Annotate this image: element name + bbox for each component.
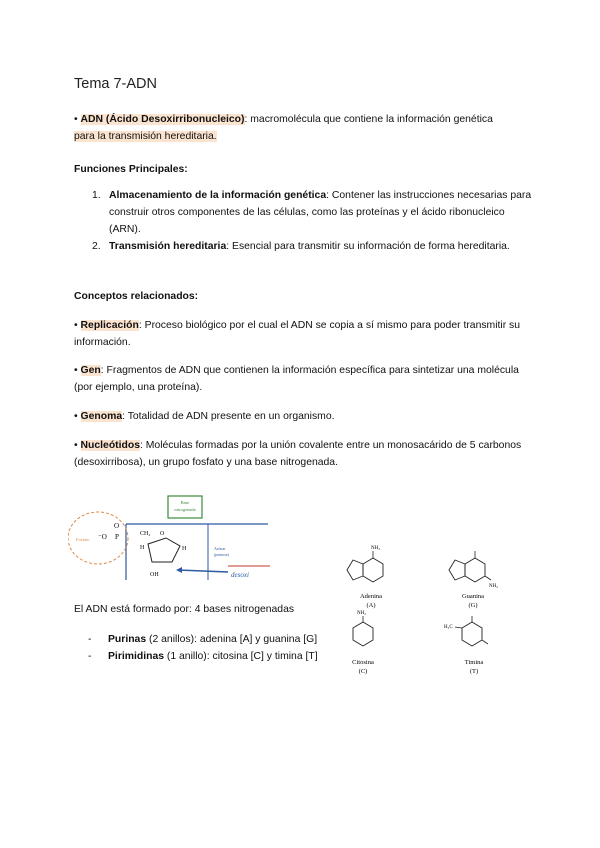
- atom-p: P: [115, 533, 119, 541]
- funciones-item-2: [92, 238, 532, 255]
- desoxi-label: desoxi: [231, 571, 249, 579]
- adn-term: ADN (Ácido Desoxirribonucleico): [80, 114, 245, 125]
- citosina-letter: (C): [358, 668, 368, 675]
- concepto-term: Replicación: [80, 320, 139, 331]
- azucar-label: Azúcar: [214, 546, 226, 551]
- atom-h: H: [140, 545, 145, 551]
- adenina-nh2: NH₂: [371, 546, 380, 551]
- concepto-text: : Totalidad de ADN presente en un organismo.: [122, 411, 335, 422]
- base-type-text: (1 anillo): citosina [C] y timina [T]: [164, 651, 318, 662]
- bullet: •: [74, 365, 78, 376]
- base-label-2: nitrogenada: [174, 507, 196, 512]
- citosina-structure: [335, 606, 395, 678]
- atom-o: O: [114, 522, 120, 530]
- concepto-genoma: [74, 408, 534, 425]
- desoxi-arrow: [178, 570, 228, 572]
- adenina-name: Adenina: [359, 593, 383, 600]
- sugar-ring: [148, 538, 180, 562]
- concepto-text: : Fragmentos de ADN que contienen la información específica para sintetizar una molécula (por ejemplo, una proteína).: [74, 365, 519, 393]
- guanina-pent-ring: [449, 560, 465, 580]
- concepto-gen: [74, 362, 534, 396]
- atom-o-minus: ⁻O: [98, 533, 107, 541]
- arrow-head-icon: [176, 567, 182, 573]
- adenina-pent-ring: [347, 560, 363, 580]
- list-number: 1.: [92, 190, 101, 201]
- concepto-replicacion: [74, 317, 534, 351]
- nucleotide-diagram: [68, 488, 278, 583]
- guanina-hex-ring: [465, 558, 485, 582]
- concepto-term: Nucleótidos: [80, 440, 140, 451]
- funcion-text: : Esencial para transmitir su información de forma hereditaria.: [226, 241, 510, 252]
- concepto-text: : Proceso biológico por el cual el ADN se copia a sí mismo para poder transmitir su información.: [74, 320, 521, 348]
- atom-oh: OH: [150, 572, 159, 578]
- adn-text-line2: para la transmisión hereditaria.: [74, 131, 217, 142]
- conceptos-heading-text: Conceptos relacionados:: [74, 291, 199, 302]
- conceptos-heading: [74, 288, 534, 305]
- funciones-item-1: [92, 187, 532, 238]
- guanina-nh2: NH₂: [489, 584, 498, 589]
- timina-h3c: H₃C: [444, 625, 453, 630]
- base-type-text: (2 anillos): adenina [A] y guanina [G]: [146, 634, 318, 645]
- funcion-term: Transmisión hereditaria: [109, 241, 227, 252]
- atom-ch2: CH₂: [140, 531, 151, 537]
- dash: -: [88, 634, 92, 645]
- concepto-text: : Moléculas formadas por la unión covalente entre un monosacárido de 5 carbonos (desoxirribosa), un grupo fosfato y una base nitrogenada.: [74, 440, 522, 468]
- citosina-ring: [353, 622, 373, 646]
- bullet: •: [74, 114, 78, 125]
- bullet: •: [74, 440, 78, 451]
- bases-intro: El ADN está formado por: 4 bases nitrogenadas: [74, 604, 295, 615]
- funcion-term: Almacenamiento de la información genética: [109, 190, 327, 201]
- citosina-nh2: NH₂: [357, 611, 366, 616]
- bullet: •: [74, 411, 78, 422]
- adenina-hex-ring: [363, 558, 383, 582]
- page-title: Tema 7-ADN: [74, 76, 157, 92]
- adenina-structure: [333, 540, 413, 610]
- timina-name: Timina: [464, 659, 484, 666]
- base-type-term: Purinas: [108, 634, 147, 645]
- guanina-name: Guanina: [461, 593, 485, 600]
- adn-definition: [74, 111, 534, 145]
- funciones-heading-text: Funciones Principales:: [74, 164, 188, 175]
- base-type-pirimidinas: [88, 648, 318, 665]
- dash: -: [88, 651, 92, 662]
- atom-ring-o: O: [160, 531, 165, 537]
- base-type-purinas: [88, 631, 317, 648]
- citosina-name: Citosina: [352, 659, 374, 666]
- list-number: 2.: [92, 241, 101, 252]
- timina-structure: [442, 606, 506, 678]
- timina-ring: [462, 622, 482, 646]
- atom-h-2: H: [182, 546, 187, 552]
- funciones-heading: [74, 161, 534, 178]
- guanina-letter: (G): [468, 602, 478, 609]
- guanina-structure: [435, 540, 515, 610]
- timina-letter: (T): [469, 668, 479, 675]
- azucar-label-2: (pentosa): [214, 552, 229, 557]
- base-label: Base: [180, 500, 190, 505]
- adn-text-line1: : macromolécula que contiene la información genética: [244, 114, 493, 125]
- funcion-text: : Contener las instrucciones necesarias para construir otros componentes de las células, como las proteínas y el ácido ribonucleico (ARN).: [109, 190, 532, 235]
- fosfato-label: Fosfato: [76, 537, 90, 542]
- concepto-term: Genoma: [80, 411, 123, 422]
- concepto-term: Gen: [80, 365, 101, 376]
- adenina-letter: (A): [366, 602, 376, 609]
- base-type-term: Pirimidinas: [108, 651, 165, 662]
- concepto-nucleotidos: [74, 437, 534, 471]
- bullet: •: [74, 320, 78, 331]
